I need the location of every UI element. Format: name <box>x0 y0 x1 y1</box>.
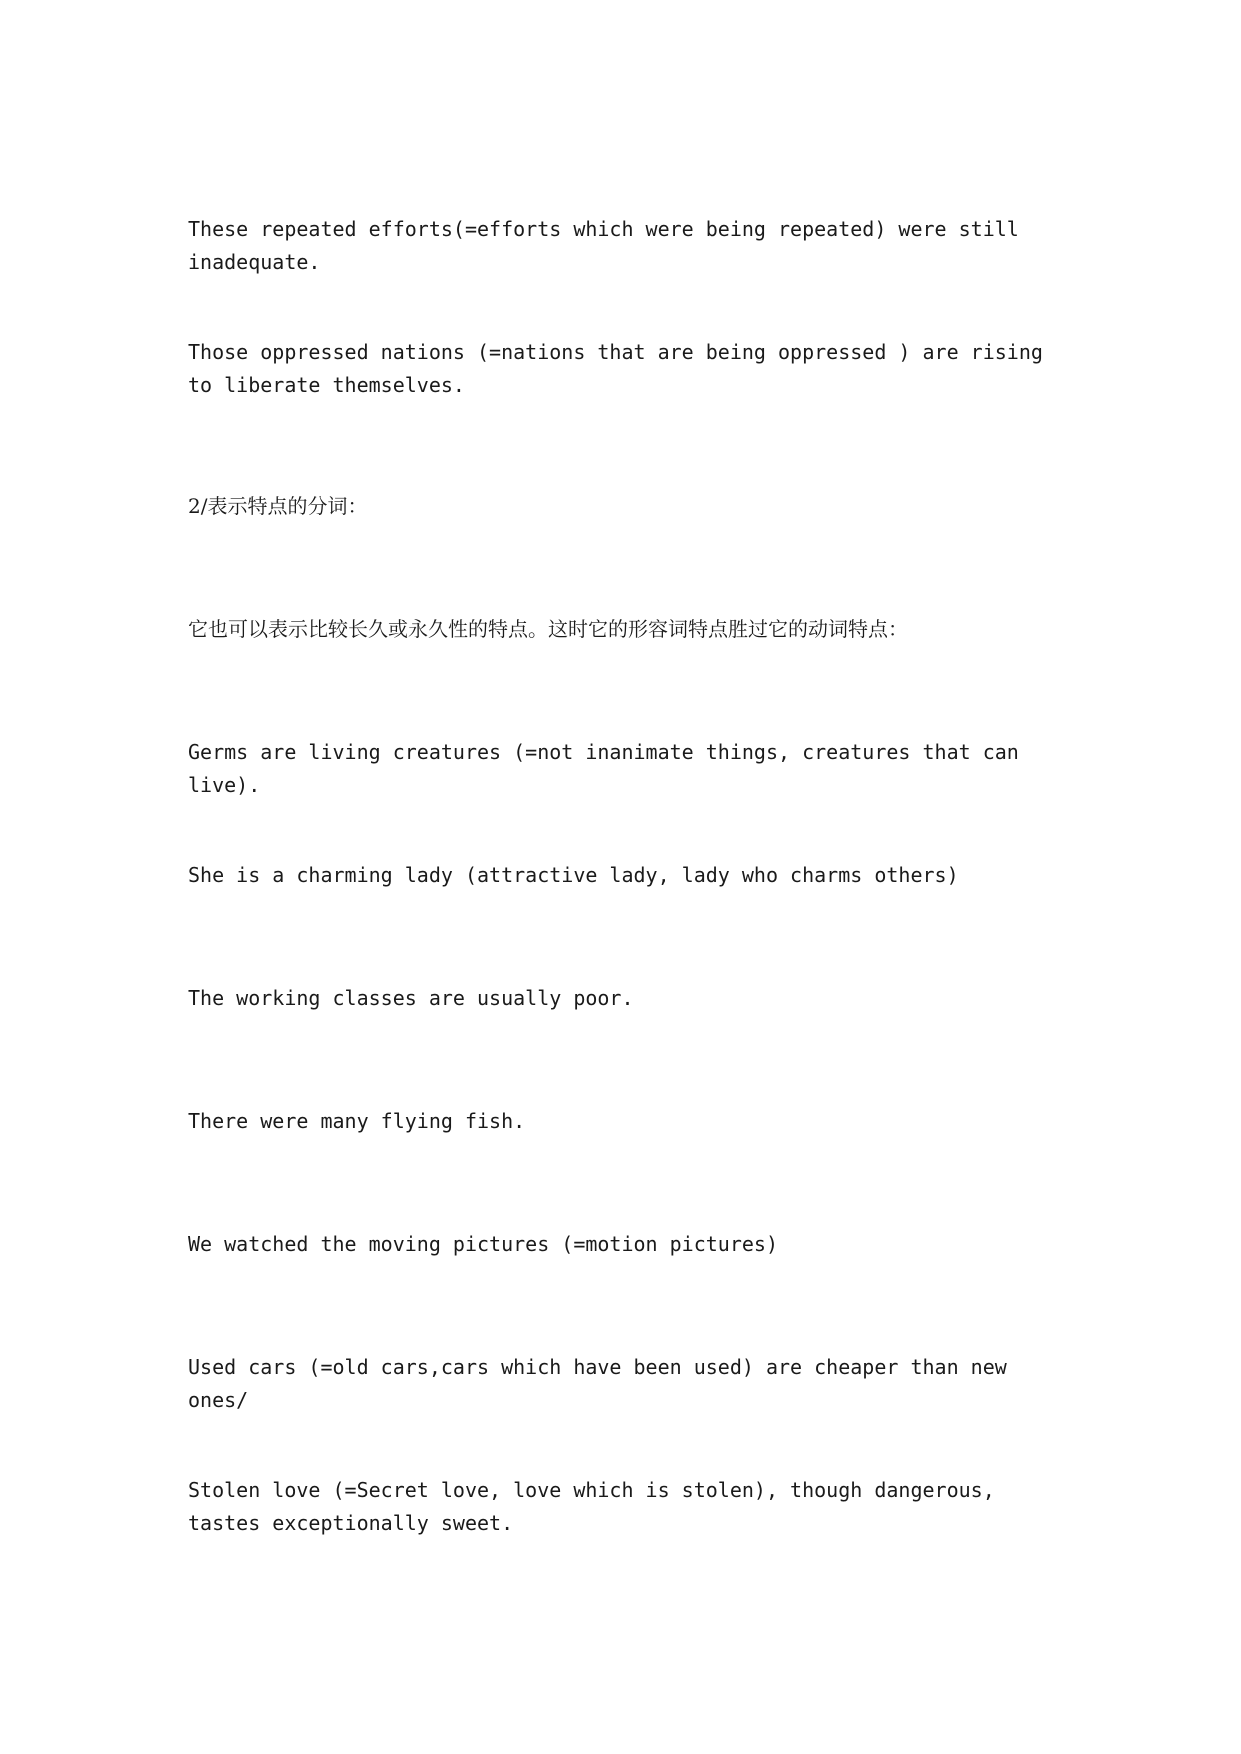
paragraph-permanent-characteristics: 它也可以表示比较长久或永久性的特点。这时它的形容词特点胜过它的动词特点： <box>188 617 908 641</box>
paragraph-oppressed-nations: Those oppressed nations (=nations that are being oppressed ) are rising to liberate themselves. <box>188 340 1043 397</box>
paragraph-stolen-love: Stolen love (=Secret love, love which is stolen), though dangerous, tastes exceptionally sweet. <box>188 1478 995 1535</box>
paragraph-repeated-efforts: These repeated efforts(=efforts which were being repeated) were still inadequate. <box>188 217 1019 274</box>
paragraph-moving-pictures: We watched the moving pictures (=motion pictures) <box>188 1232 779 1256</box>
paragraph-living-creatures: Germs are living creatures (=not inanimate things, creatures that can live). <box>188 740 1019 797</box>
paragraph-charming-lady: She is a charming lady (attractive lady, lady who charms others) <box>188 863 959 887</box>
paragraph-used-cars: Used cars (=old cars,cars which have been used) are cheaper than new ones/ <box>188 1355 1007 1412</box>
paragraph-flying-fish: There were many flying fish. <box>188 1109 526 1133</box>
paragraph-working-classes: The working classes are usually poor. <box>188 986 634 1010</box>
section-heading-characteristic-participles: 2/表示特点的分词： <box>188 494 368 518</box>
